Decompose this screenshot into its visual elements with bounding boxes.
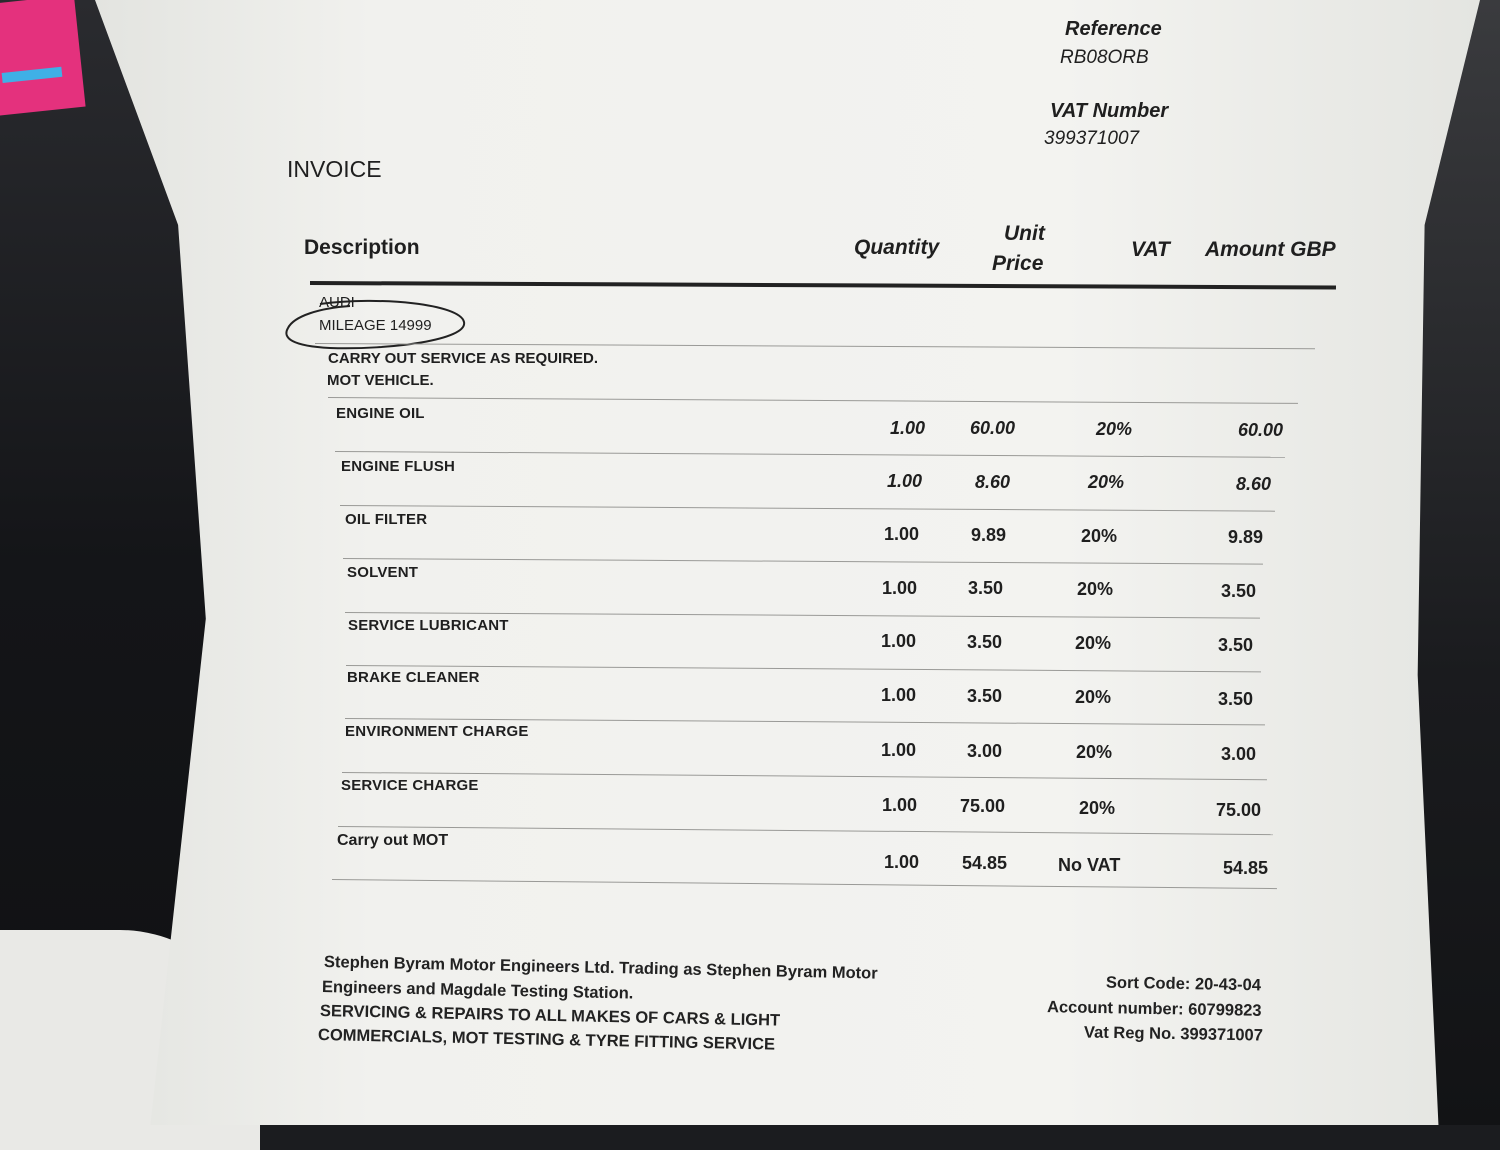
vat-number-label: VAT Number [1050, 100, 1169, 122]
item-amount: 60.00 [1238, 420, 1284, 440]
footer-company-line-2: Engineers and Magdale Testing Station. [321, 978, 634, 1003]
item-vat: 20% [1075, 687, 1112, 707]
item-unit-price: 9.89 [971, 525, 1007, 545]
vat-number-value: 399371007 [1044, 128, 1140, 149]
footer-services-line-2: COMMERCIALS, MOT TESTING & TYRE FITTING SERVICE [317, 1026, 776, 1054]
item-quantity: 1.00 [884, 852, 920, 872]
reference-value: RB08ORB [1060, 47, 1149, 68]
item-quantity: 1.00 [882, 578, 918, 598]
item-unit-price: 54.85 [962, 853, 1008, 873]
item-description: SERVICE LUBRICANT [348, 617, 509, 634]
item-unit-price: 3.50 [967, 632, 1003, 652]
item-quantity: 1.00 [881, 685, 917, 705]
table-rule [328, 397, 1298, 404]
table-rule [342, 772, 1267, 780]
footer-sort-code: Sort Code: 20-43-04 [1105, 973, 1262, 995]
item-vat: 20% [1077, 579, 1114, 599]
footer-vat-reg: Vat Reg No. 399371007 [1083, 1023, 1264, 1045]
item-description: OIL FILTER [345, 511, 428, 528]
item-unit-price: 60.00 [970, 418, 1016, 438]
vehicle-note-2: MOT VEHICLE. [327, 372, 434, 389]
reference-label: Reference [1065, 18, 1162, 40]
item-unit-price: 3.50 [967, 686, 1003, 706]
item-vat: No VAT [1058, 855, 1121, 875]
vehicle-mileage: MILEAGE 14999 [319, 317, 432, 334]
item-description: SERVICE CHARGE [341, 777, 479, 794]
invoice-title: INVOICE [287, 156, 382, 182]
item-amount: 3.50 [1221, 581, 1257, 601]
table-rule [335, 451, 1285, 458]
item-amount: 3.50 [1218, 689, 1254, 709]
item-quantity: 1.00 [882, 795, 918, 815]
item-vat: 20% [1081, 526, 1118, 546]
item-description: ENGINE FLUSH [341, 458, 456, 475]
item-unit-price: 3.50 [968, 578, 1004, 598]
footer-services-line-1: SERVICING & REPAIRS TO ALL MAKES OF CARS & LIGHT [319, 1002, 781, 1030]
item-unit-price: 8.60 [975, 472, 1011, 492]
item-quantity: 1.00 [887, 471, 923, 491]
item-quantity: 1.00 [881, 740, 917, 760]
table-rule [340, 505, 1275, 512]
item-unit-price: 3.00 [967, 741, 1003, 761]
column-vat: VAT [1131, 238, 1170, 261]
column-price: Price [992, 252, 1044, 275]
mileage-circle [280, 298, 475, 356]
vehicle-make: AUDI [319, 294, 355, 311]
item-unit-price: 75.00 [960, 796, 1006, 816]
footer-account-number: Account number: 60799823 [1046, 998, 1262, 1020]
item-description: SOLVENT [347, 564, 419, 581]
column-unit: Unit [1004, 222, 1045, 245]
item-amount: 3.50 [1218, 635, 1254, 655]
item-quantity: 1.00 [884, 524, 920, 544]
item-vat: 20% [1096, 419, 1133, 439]
item-description: Carry out MOT [337, 832, 449, 849]
item-amount: 9.89 [1228, 527, 1264, 547]
header-rule [310, 281, 1336, 289]
table-rule [346, 665, 1261, 672]
item-vat: 20% [1079, 798, 1116, 818]
item-amount: 54.85 [1223, 858, 1269, 878]
table-rule [332, 879, 1277, 889]
table-rule [343, 558, 1263, 565]
item-description: ENGINE OIL [336, 405, 425, 422]
column-quantity: Quantity [854, 236, 940, 259]
item-vat: 20% [1088, 472, 1125, 492]
item-amount: 75.00 [1216, 800, 1262, 820]
footer-company-line-1: Stephen Byram Motor Engineers Ltd. Trading as Stephen Byram Motor [323, 953, 878, 983]
item-quantity: 1.00 [890, 418, 926, 438]
column-description: Description [304, 236, 420, 259]
item-description: ENVIRONMENT CHARGE [345, 723, 529, 740]
vehicle-note-1: CARRY OUT SERVICE AS REQUIRED. [328, 350, 599, 367]
item-vat: 20% [1075, 633, 1112, 653]
table-rule [338, 826, 1273, 835]
item-description: BRAKE CLEANER [347, 669, 480, 686]
item-vat: 20% [1076, 742, 1113, 762]
item-quantity: 1.00 [881, 631, 917, 651]
item-amount: 3.00 [1221, 744, 1257, 764]
item-amount: 8.60 [1236, 474, 1272, 494]
column-amount: Amount GBP [1205, 238, 1336, 261]
